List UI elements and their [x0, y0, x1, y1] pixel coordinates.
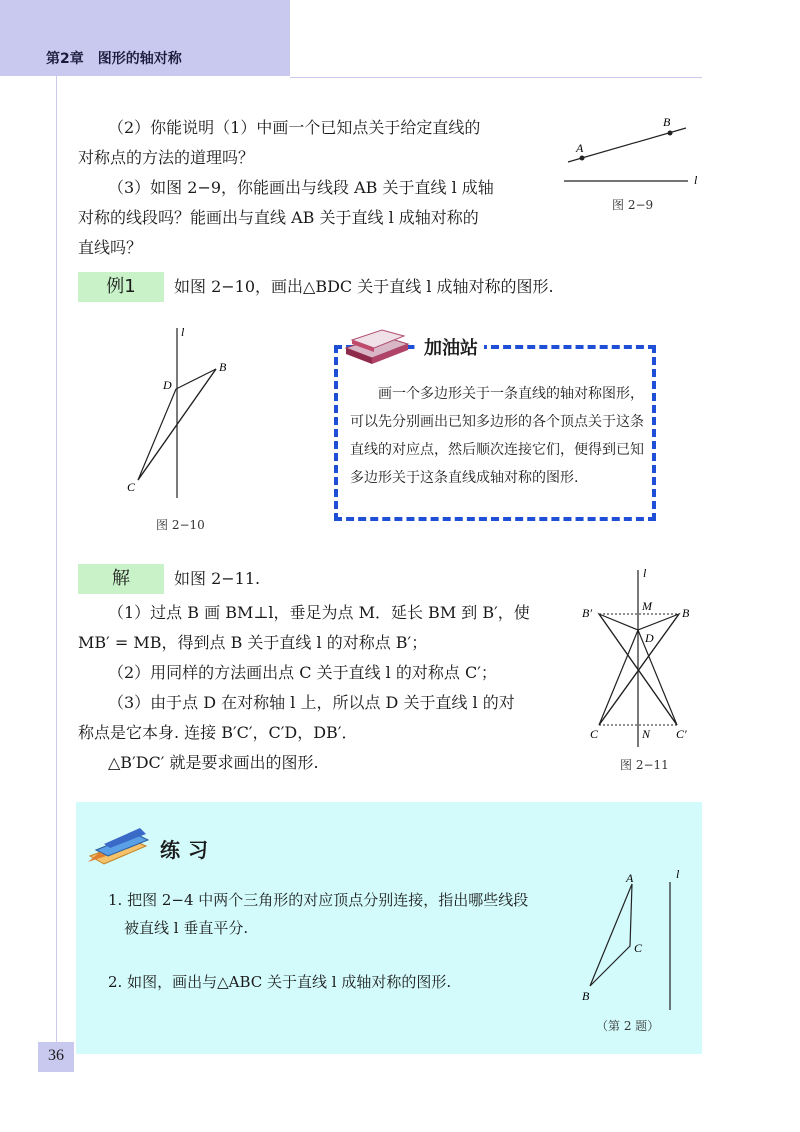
label-a: A [626, 871, 634, 885]
item1-line1: 1. 把图 2−4 中两个三角形的对应顶点分别连接，指出哪些线段 [108, 891, 529, 909]
fig-2-9-caption: 图 2−9 [612, 198, 654, 212]
label-d: D [645, 631, 654, 645]
figure-2-11 [578, 562, 698, 752]
pencil-books-icon [86, 822, 152, 870]
label-b-prime: B′ [582, 606, 592, 620]
q3-line2: 对称的线段吗？能画出与直线 AB 关于直线 l 成轴对称的 [78, 208, 479, 227]
questions-block [78, 113, 548, 263]
step3-line2: 称点是它本身. 连接 B′C′，C′D，DB′． [78, 723, 358, 742]
practice-title: 练习 [160, 838, 216, 862]
label-l: l [181, 325, 185, 339]
label-a: A [576, 141, 584, 155]
label-c: C [127, 480, 136, 494]
point-b [668, 131, 673, 136]
chapter-title: 第2章 图形的轴对称 [46, 51, 182, 67]
step2: （2）用同样的方法画出点 C 关于直线 l 的对称点 C′； [108, 663, 497, 682]
step1-line1: （1）过点 B 画 BM⊥l，垂足为点 M．延长 BM 到 B′，使 [108, 603, 530, 622]
label-l: l [676, 867, 680, 881]
label-l: l [694, 173, 698, 187]
fig-2-11-caption: 图 2−11 [620, 758, 669, 772]
header-divider [290, 77, 702, 78]
label-b: B [219, 360, 227, 374]
margin-line [56, 76, 57, 1056]
label-c: C [590, 727, 599, 741]
example-label: 例1 [78, 272, 164, 302]
practice-item-2: 2. 如图，画出与△ABC 关于直线 l 成轴对称的图形. [108, 973, 452, 991]
label-l: l [643, 566, 647, 580]
practice-figure-caption: （第 2 题） [596, 1019, 660, 1033]
page-number: 36 [48, 1047, 64, 1064]
q3-line1: （3）如图 2−9，你能画出与线段 AB 关于直线 l 成轴 [108, 178, 494, 197]
example-text: 如图 2−10，画出△BDC 关于直线 l 成轴对称的图形. [174, 277, 554, 296]
solution-intro: 如图 2−11. [174, 569, 261, 588]
q3-line3: 直线吗？ [78, 238, 143, 257]
label-n: N [642, 727, 651, 741]
label-c-prime: C′ [676, 727, 687, 741]
label-b: B [582, 989, 590, 1003]
figure-2-10 [115, 318, 245, 503]
tip-text: 画一个多边形关于一条直线的轴对称图形，可以先分别画出已知多边形的各个顶点关于这条直线的对应点，然后顺次连接它们，便得到已知多边形关于这条直线成轴对称的图形. [350, 386, 644, 486]
step1-line2: MB′ = MB，得到点 B 关于直线 l 的对称点 B′； [78, 633, 428, 652]
tip-title: 加油站 [418, 334, 484, 360]
solution-label: 解 [78, 564, 164, 594]
triangle-abc [590, 884, 632, 986]
label-d: D [163, 378, 172, 392]
conclusion: △B′DC′ 就是要求画出的图形. [108, 753, 319, 772]
label-b: B [682, 606, 690, 620]
q2-line1: （2）你能说明（1）中画一个已知点关于给定直线的 [108, 118, 481, 137]
label-b: B [663, 115, 671, 129]
practice-figure [574, 864, 694, 1014]
label-m: M [642, 599, 652, 613]
label-c: C [634, 941, 643, 955]
fig-2-10-caption: 图 2−10 [156, 518, 205, 532]
books-icon [342, 322, 412, 368]
practice-item-1 [108, 886, 578, 942]
step3-line1: （3）由于点 D 在对称轴 l 上，所以点 D 关于直线 l 的对 [108, 693, 515, 712]
solution-steps [78, 598, 558, 778]
q2-line2: 对称点的方法的道理吗？ [78, 148, 255, 167]
item1-line2: 被直线 l 垂直平分. [124, 919, 249, 937]
point-a [580, 156, 585, 161]
